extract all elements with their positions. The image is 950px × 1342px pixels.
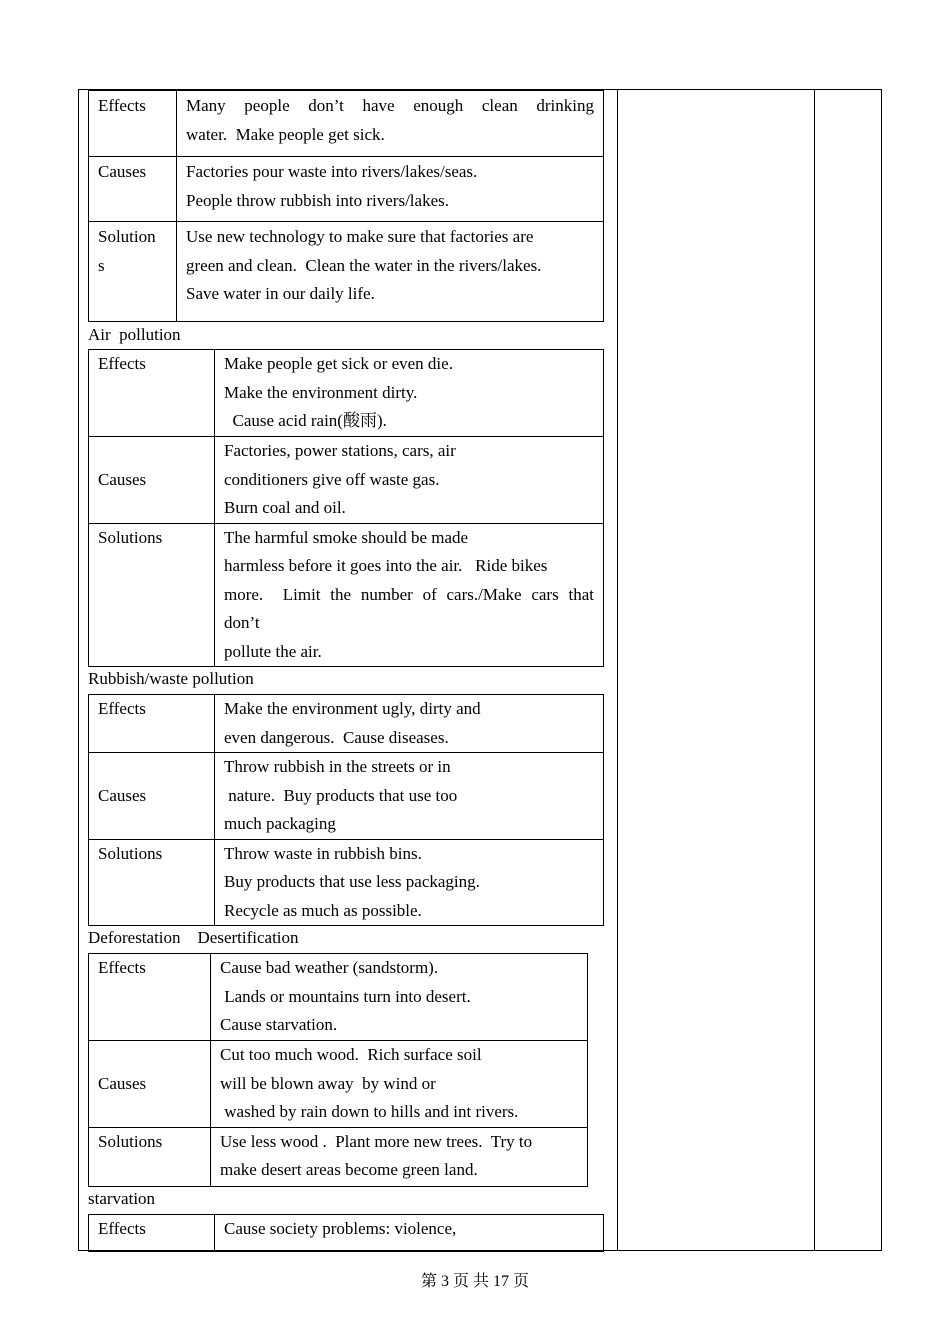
row-label: Causes (89, 437, 215, 524)
section-heading-starvation: starvation (88, 1189, 156, 1208)
row-label: Causes (89, 1041, 211, 1128)
row-content: Throw rubbish in the streets or in nature. Buy products that use too much packaging (215, 753, 604, 840)
row-label: Causes (89, 753, 215, 840)
row-label: Effects (89, 954, 211, 1041)
row-content: Use less wood . Plant more new trees. Try to make desert areas become green land. (211, 1127, 588, 1186)
row-label: Causes (89, 157, 177, 222)
deforestation-table (88, 953, 588, 1187)
row-content: Cut too much wood. Rich surface soil will be blown away by wind or washed by rain down to hills and int rivers. (211, 1041, 588, 1128)
section-heading-deforestation: Deforestation Desertification (88, 928, 299, 947)
table-row (89, 222, 604, 322)
row-content: Many people don’t have enough clean drinking water. Make people get sick. (177, 91, 604, 157)
row-label: Effects (89, 350, 215, 437)
table-row (89, 695, 604, 753)
table-row (89, 1215, 604, 1252)
row-content: Factories pour waste into rivers/lakes/seas. People throw rubbish into rivers/lakes. (177, 157, 604, 222)
row-label: Solutions (89, 839, 215, 926)
air-pollution-table (88, 349, 604, 667)
water-pollution-table (88, 90, 604, 322)
row-label: Solutions (89, 523, 215, 667)
row-content: Throw waste in rubbish bins. Buy products that use less packaging. Recycle as much as possible. (215, 839, 604, 926)
row-content: Cause bad weather (sandstorm). Lands or mountains turn into desert. Cause starvation. (211, 954, 588, 1041)
row-content: Use new technology to make sure that factories are green and clean. Clean the water in the rivers/lakes. Save water in our daily life. (177, 222, 604, 322)
rubbish-pollution-table (88, 694, 604, 926)
row-content: Cause society problems: violence, (215, 1215, 604, 1252)
table-row (89, 1127, 588, 1186)
starvation-table (88, 1214, 604, 1252)
section-heading-rubbish: Rubbish/waste pollution (88, 669, 254, 688)
row-label: Effects (89, 695, 215, 753)
page-footer: 第 3 页 共 17 页 (420, 1273, 529, 1290)
row-content: The harmful smoke should be made harmless before it goes into the air. Ride bikes more. Limit the number of cars./Make cars that don’t pollute the air. (215, 523, 604, 667)
table-row (89, 753, 604, 840)
row-label: Effects (89, 91, 177, 157)
row-content: Factories, power stations, cars, air conditioners give off waste gas. Burn coal and oil. (215, 437, 604, 524)
table-row (89, 839, 604, 926)
table-row (89, 437, 604, 524)
row-label: Solution s (89, 222, 177, 322)
row-label: Solutions (89, 1127, 211, 1186)
table-row (89, 954, 588, 1041)
section-heading-air: Air pollution (88, 325, 181, 344)
table-row (89, 523, 604, 667)
row-content: Make people get sick or even die. Make the environment dirty. Cause acid rain(酸雨). (215, 350, 604, 437)
table-row (89, 157, 604, 222)
outer-table-col-divider-2 (814, 89, 815, 1251)
table-row (89, 350, 604, 437)
table-row (89, 91, 604, 157)
row-label: Effects (89, 1215, 215, 1252)
outer-table-left-border (78, 89, 79, 1251)
outer-table-right-border (881, 89, 882, 1251)
row-content: Make the environment ugly, dirty and even dangerous. Cause diseases. (215, 695, 604, 753)
outer-table-col-divider-1 (617, 89, 618, 1251)
table-row (89, 1041, 588, 1128)
